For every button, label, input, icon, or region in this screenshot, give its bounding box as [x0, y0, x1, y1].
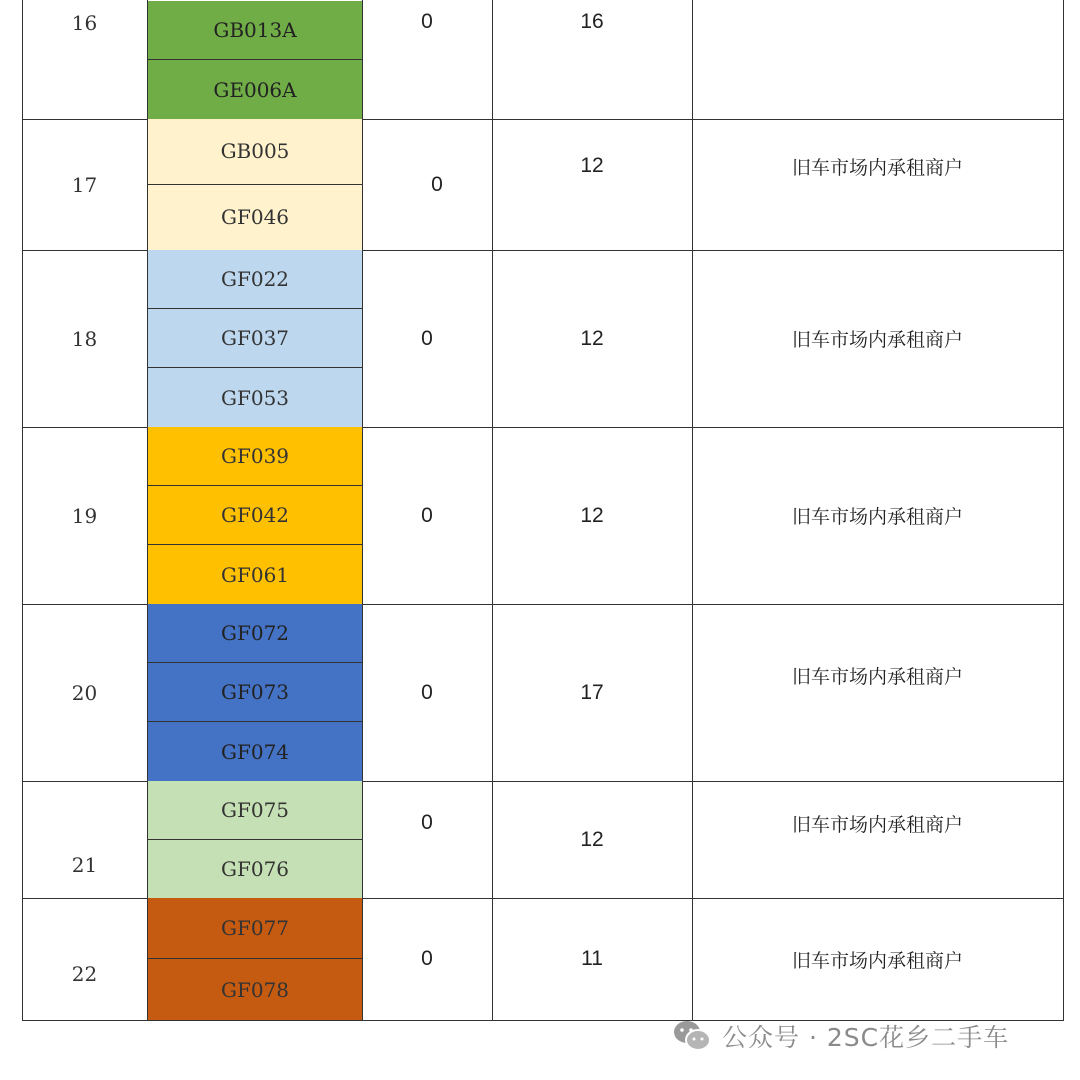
column-divider: [22, 0, 23, 1021]
row-number: 16: [71, 11, 98, 35]
column-divider: [362, 0, 363, 1021]
count-cell: 12: [580, 503, 604, 527]
count-cell: 16: [580, 10, 604, 33]
code-cell: GB005: [148, 119, 362, 185]
row-number: 18: [71, 326, 98, 351]
value-cell: 0: [421, 326, 433, 350]
code-cell: GF046: [148, 185, 362, 251]
value-cell: 0: [421, 680, 433, 704]
row-number: 22: [71, 962, 98, 986]
note-cell: 旧车市场内承租商户: [791, 329, 963, 351]
wechat-icon: [672, 1019, 712, 1053]
row-number: 21: [71, 852, 98, 877]
code-cell: GF078: [148, 959, 362, 1020]
note-cell: 旧车市场内承租商户: [791, 949, 963, 972]
count-cell: 12: [580, 326, 604, 350]
value-cell: 0: [421, 10, 433, 33]
row-number: 20: [71, 680, 98, 705]
row-number: 17: [71, 172, 98, 197]
value-cell: 0: [421, 811, 433, 834]
code-cell: GF074: [148, 722, 362, 781]
code-cell: GF042: [148, 486, 362, 545]
value-cell: 0: [431, 172, 443, 196]
note-cell: 旧车市场内承租商户: [791, 506, 963, 528]
column-divider: [692, 0, 693, 1021]
count-cell: 12: [580, 154, 604, 177]
code-cell: GF022: [148, 250, 362, 309]
watermark: [672, 1016, 1009, 1056]
code-cell: GF073: [148, 663, 362, 722]
note-cell: 旧车市场内承租商户: [791, 666, 963, 688]
code-cell: GF077: [148, 898, 362, 959]
code-cell: GF037: [148, 309, 362, 368]
column-divider: [147, 0, 148, 1021]
column-divider: [492, 0, 493, 1021]
value-cell: 0: [421, 503, 433, 527]
count-cell: 12: [580, 827, 604, 851]
column-divider: [1063, 0, 1064, 1021]
code-cell: GF076: [148, 840, 362, 899]
code-cell: GF061: [148, 545, 362, 604]
count-cell: 17: [580, 680, 604, 704]
code-cell: GB013A: [148, 1, 362, 60]
note-cell: 旧车市场内承租商户: [791, 156, 963, 179]
value-cell: 0: [421, 947, 433, 970]
code-cell: GF072: [148, 604, 362, 663]
note-cell: 旧车市场内承租商户: [791, 813, 963, 836]
code-cell: GE006A: [148, 60, 362, 120]
count-cell: 11: [581, 947, 603, 970]
code-cell: GF039: [148, 427, 362, 486]
row-number: 19: [71, 503, 98, 528]
watermark-text: 公众号 · 2SC花乡二手车: [722, 1023, 1010, 1052]
code-cell: GF075: [148, 781, 362, 840]
code-cell: GF053: [148, 368, 362, 427]
